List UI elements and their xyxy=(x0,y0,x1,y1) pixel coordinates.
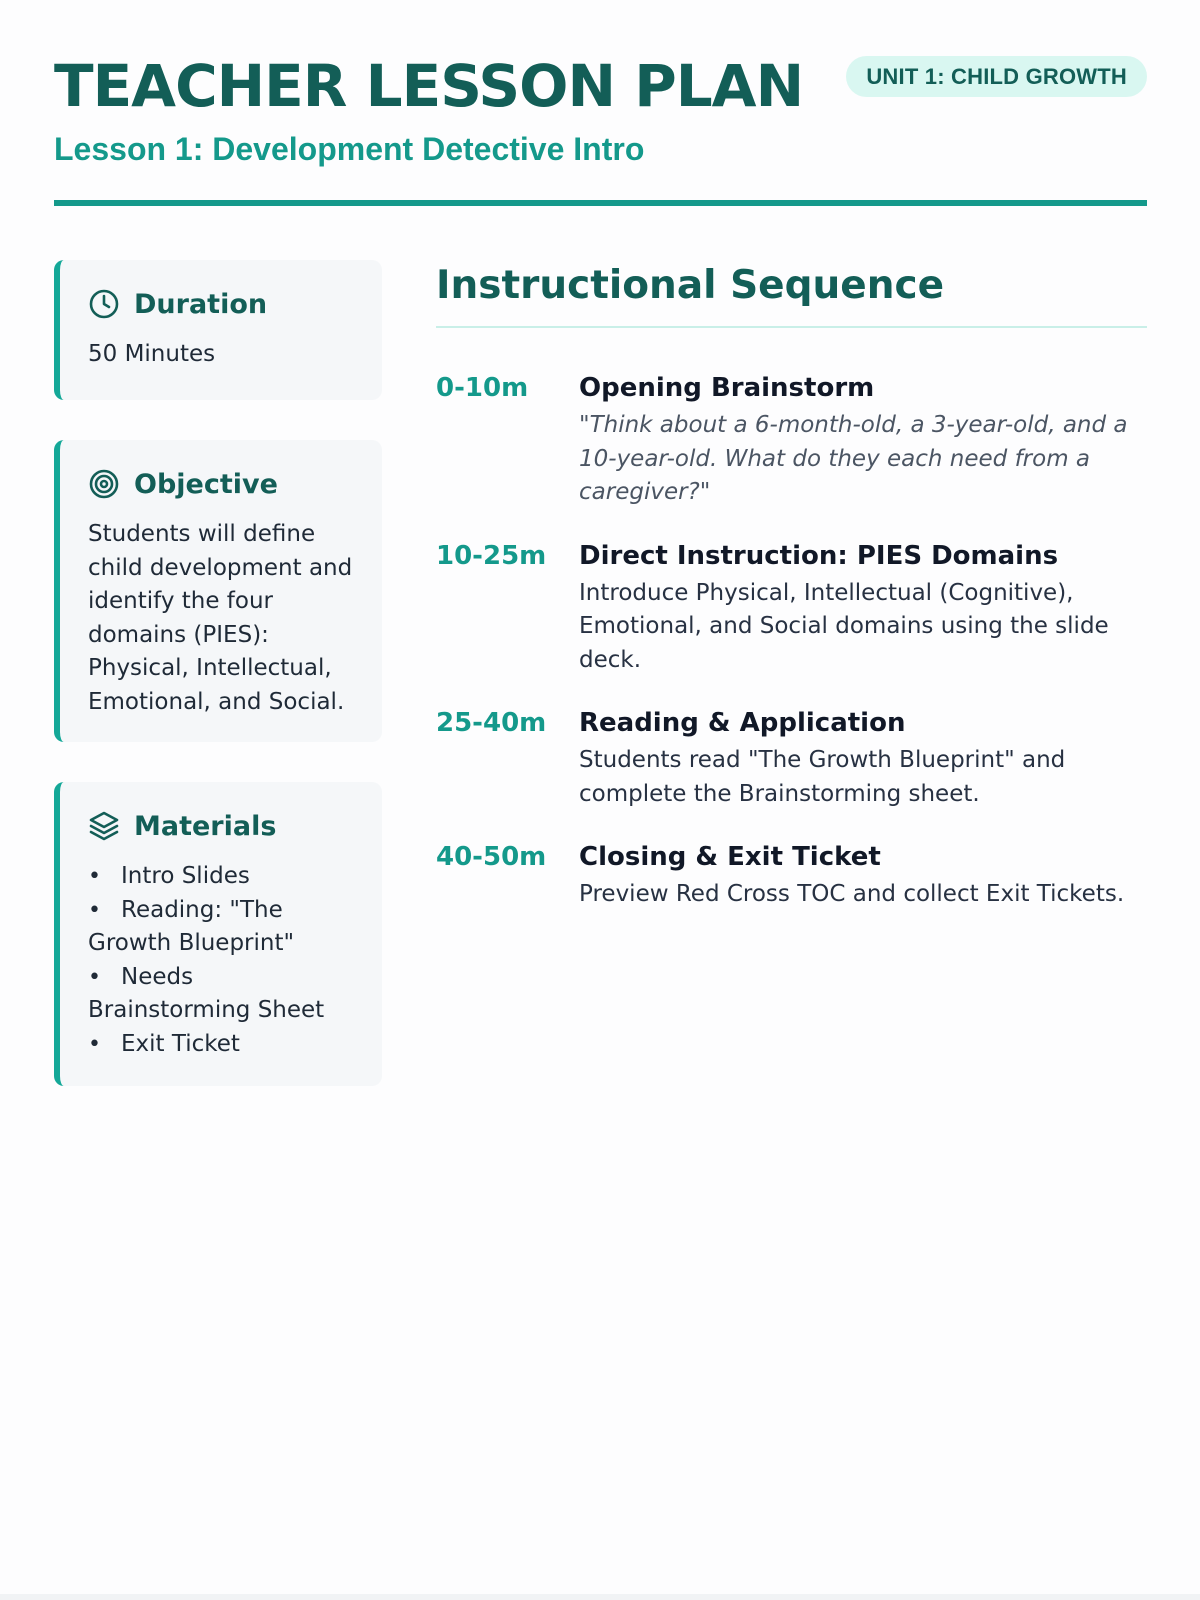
bullet-icon: • xyxy=(88,864,101,889)
sidebar xyxy=(54,260,382,1126)
target-icon xyxy=(88,468,120,500)
materials-item xyxy=(88,860,356,894)
sequence-time: 0-10m xyxy=(436,373,529,403)
sequence-title: Closing & Exit Ticket xyxy=(579,842,881,872)
materials-item-text: Exit Ticket xyxy=(121,1030,240,1057)
sequence-heading: Instructional Sequence xyxy=(436,258,1147,328)
sequence-item xyxy=(436,539,1147,678)
sequence-time: 10-25m xyxy=(436,540,547,571)
sequence-description: Preview Red Cross TOC and collect Exit Tickets. xyxy=(579,881,1125,907)
materials-card xyxy=(54,782,382,1086)
instructional-sequence xyxy=(436,258,1147,941)
sequence-time: 25-40m xyxy=(436,708,547,738)
objective-card xyxy=(54,440,382,742)
sequence-item xyxy=(436,371,1147,510)
header-divider xyxy=(54,200,1147,206)
sequence-item xyxy=(436,840,1147,912)
lesson-subtitle: Lesson 1: Development Detective Intro xyxy=(54,131,645,167)
duration-card xyxy=(54,260,382,400)
sequence-body xyxy=(579,539,1147,678)
page-title: TEACHER LESSON PLAN xyxy=(54,52,804,120)
sequence-item xyxy=(436,706,1147,811)
materials-list xyxy=(88,860,356,1061)
lesson-plan-page xyxy=(54,0,1147,1057)
sequence-description: Introduce Physical, Intellectual (Cognitive), Emotional, and Social domains using the slide deck. xyxy=(579,579,1109,673)
clock-icon xyxy=(88,288,120,320)
materials-item xyxy=(88,961,356,1028)
objective-card-header xyxy=(88,468,356,500)
materials-item xyxy=(88,1028,356,1062)
page-bottom-strip xyxy=(0,1594,1200,1600)
bullet-icon: • xyxy=(88,1031,101,1057)
sequence-body xyxy=(579,706,1147,811)
sequence-list xyxy=(436,371,1147,912)
duration-card-header xyxy=(88,288,356,320)
materials-item-text: Reading: "The Growth Blueprint" xyxy=(88,896,295,956)
duration-title: Duration xyxy=(134,288,268,320)
sequence-description: Students read "The Growth Blueprint" and complete the Brainstorming sheet. xyxy=(579,747,1066,807)
bullet-icon: • xyxy=(88,897,101,923)
objective-title: Objective xyxy=(134,468,278,500)
sequence-body xyxy=(579,371,1147,510)
materials-card-header xyxy=(88,810,356,842)
materials-item-text: Intro Slides xyxy=(121,863,250,889)
materials-item xyxy=(88,894,356,961)
materials-title: Materials xyxy=(134,810,277,842)
layers-icon xyxy=(88,810,120,842)
sequence-description: "Think about a 6-month-old, a 3-year-old, and a 10-year-old. What do they each need from a caregiver?" xyxy=(579,412,1128,505)
header xyxy=(54,0,1147,208)
unit-badge: UNIT 1: CHILD GROWTH xyxy=(846,56,1147,97)
sequence-title: Reading & Application xyxy=(579,708,906,738)
objective-text: Students will define child development and identify the four domains (PIES): Physical, Intellectual, Emotional, and Social. xyxy=(88,521,353,715)
sequence-body xyxy=(579,840,1147,912)
sequence-title: Direct Instruction: PIES Domains xyxy=(579,540,1059,571)
sequence-title: Opening Brainstorm xyxy=(579,373,875,403)
sequence-time: 40-50m xyxy=(436,842,547,872)
bullet-icon: • xyxy=(88,964,101,990)
duration-value: 50 Minutes xyxy=(88,341,216,367)
materials-item-text: Needs Brainstorming Sheet xyxy=(88,963,325,1023)
